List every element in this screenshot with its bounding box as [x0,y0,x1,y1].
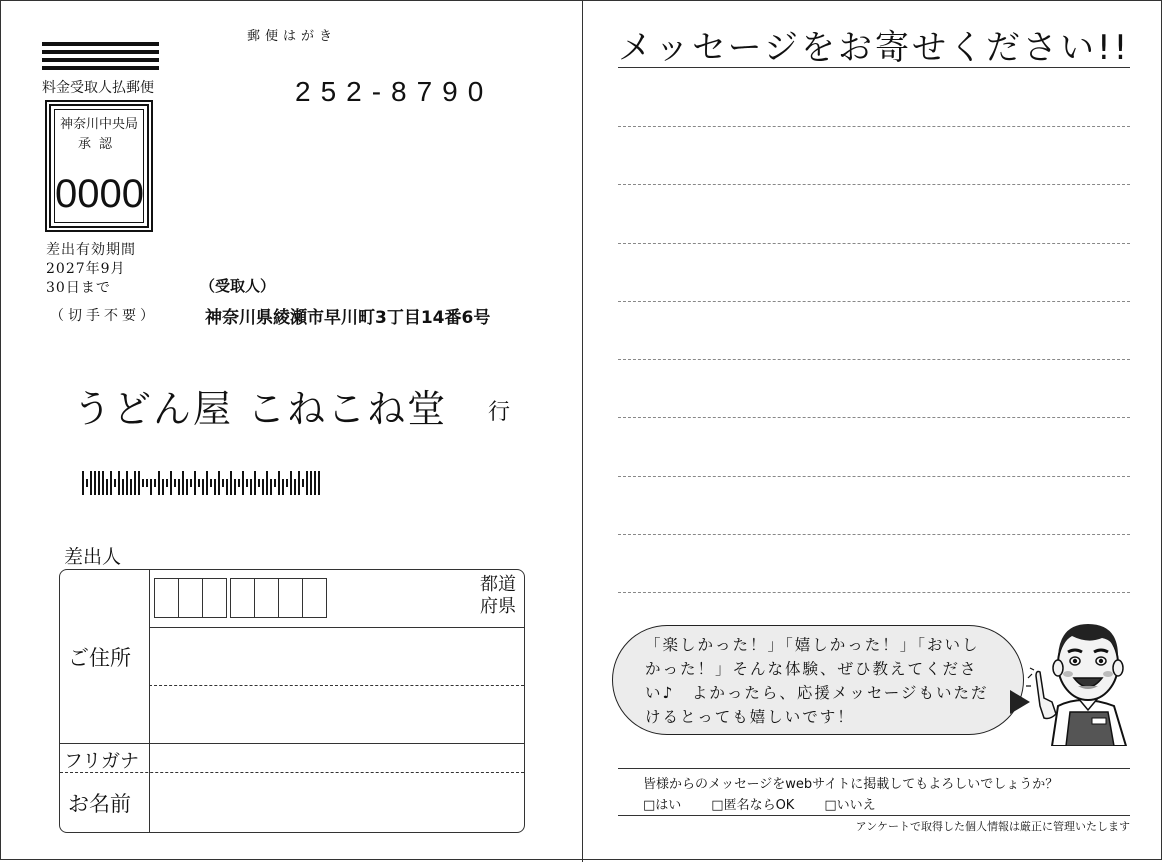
privacy-note: アンケートで取得した個人情報は厳正に管理いたします [855,820,1130,833]
postal-code: 252-8790 [295,76,494,107]
message-line[interactable] [618,417,1130,418]
speech-bubble-text: 「楽しかった！」「嬉しかった！」「おいしかった！」そんな体験、ぜひ教えてください♪ よかったら、応援メッセージもいただけるとっても嬉しいです！ [645,636,989,726]
form-column-divider [149,570,150,832]
name-label: お名前 [68,792,131,816]
consent-options [643,794,876,813]
validity-line: 2027年9月 [46,261,126,277]
postcard-label: 郵便はがき [247,29,338,44]
validity-period [46,241,136,298]
form-rule [149,627,524,628]
message-line[interactable] [618,359,1130,360]
form-rule [60,743,524,744]
consent-question: 皆様からのメッセージをwebサイトに掲載してもよろしいでしょうか？ [643,777,1059,792]
permit-inner [54,109,144,223]
fee-label: 料金受取人払郵便 [42,80,154,96]
consent-yes-checkbox[interactable]: □はい [643,798,682,813]
shopkeeper-mascot-icon [1022,606,1142,746]
recipient-name: うどん屋 こねこね堂 [73,387,448,431]
message-line[interactable] [618,126,1130,127]
furigana-label: フリガナ [64,750,140,772]
permit-number: 0000 [55,172,144,216]
no-stamp-note: （切手不要） [50,308,158,324]
validity-line: 差出有効期間 [46,242,136,258]
title-rule [618,67,1130,68]
consent-rule [618,815,1130,816]
address-label: ご住所 [68,646,131,670]
message-line[interactable] [618,184,1130,185]
sender-label: 差出人 [64,546,122,568]
recipient-address: 神奈川県綾瀬市早川町3丁目14番6号 [205,308,491,328]
prefecture-line: 府県 [480,596,516,617]
message-line[interactable] [618,534,1130,535]
message-line[interactable] [618,476,1130,477]
business-reply-bars [42,42,159,74]
form-rule [149,685,524,686]
message-line[interactable] [618,592,1130,593]
validity-line: 30日まで [46,280,111,296]
permit-approve: 承認 [77,137,120,152]
consent-rule [618,768,1130,769]
customer-barcode [82,469,322,495]
message-line[interactable] [618,301,1130,302]
consent-anonymous-checkbox[interactable]: □匿名ならOK [711,798,795,813]
fold-divider [582,0,583,862]
recipient-label: （受取人） [200,277,276,295]
recipient-suffix: 行 [488,400,511,425]
prefecture-label [480,574,516,618]
permit-office: 神奈川中央局 [59,117,138,132]
consent-no-checkbox[interactable]: □いいえ [824,798,876,813]
sender-zip-boxes[interactable] [154,578,326,618]
prefecture-line: 都道 [480,574,516,595]
message-line[interactable] [618,243,1130,244]
message-title: メッセージをお寄せください!! [618,28,1131,68]
sender-form [59,569,525,833]
permit-box [45,100,153,232]
